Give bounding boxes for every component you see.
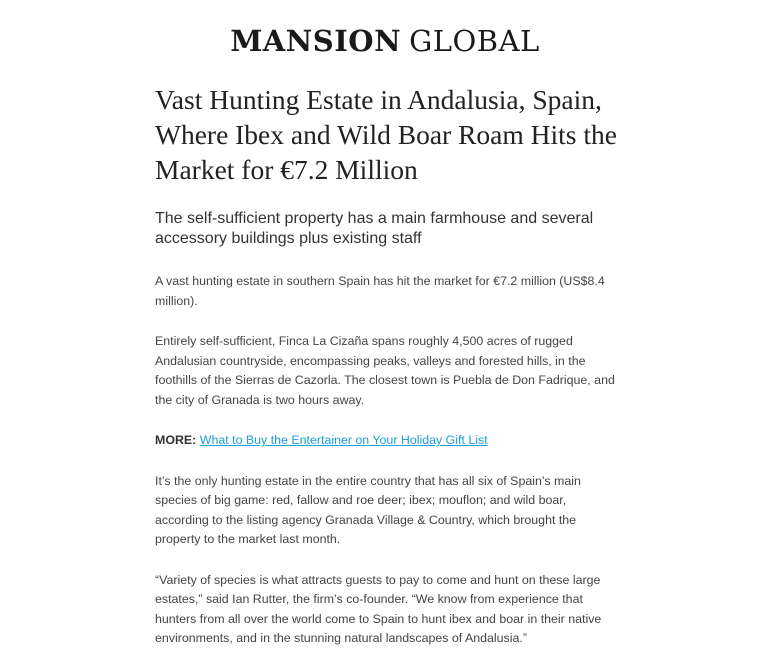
site-logo[interactable]: [0, 24, 770, 58]
more-line: [155, 431, 620, 451]
article-headline: Vast Hunting Estate in Andalusia, Spain, Where Ibex and Wild Boar Roam Hits the Market for €7.2 Million: [155, 84, 617, 185]
article: [155, 82, 620, 649]
logo-word-mansion: MANSION: [230, 24, 402, 58]
logo-word-global: GLOBAL: [409, 24, 540, 58]
article-dek: The self-sufficient property has a main farmhouse and several accessory buildings plus existing staff: [155, 210, 594, 247]
article-paragraph-2: Entirely self-sufficient, Finca La Cizaña spans roughly 4,500 acres of rugged Andalusian countryside, encompassing peaks, valleys and forested hills, in the foothills of the Sierras de Cazorla. The closest town is Puebla de Don Fadrique, and the city of Granada is two hours away.: [155, 334, 615, 407]
article-paragraph-3: It’s the only hunting estate in the entire country that has all six of Spain’s main species of big game: red, fallow and roe deer; ibex; mouflon; and wild boar, according to the listing agency Granada Village & Country, which brought the property to the market last month.: [155, 473, 581, 546]
article-paragraph-1: A vast hunting estate in southern Spain has hit the market for €7.2 million (US$8.4 million).: [155, 274, 605, 308]
more-link[interactable]: What to Buy the Entertainer on Your Holiday Gift List: [199, 433, 488, 447]
article-paragraph-4: “Variety of species is what attracts guests to pay to come and hunt on these large estates,” said Ian Rutter, the firm’s co-founder. “We know from experience that hunters from all over the world come to Spain to hunt ibex and boar in their native environments, and in the stunning natural landscapes of Andalusia.”: [155, 572, 602, 645]
more-label: MORE:: [155, 433, 197, 447]
